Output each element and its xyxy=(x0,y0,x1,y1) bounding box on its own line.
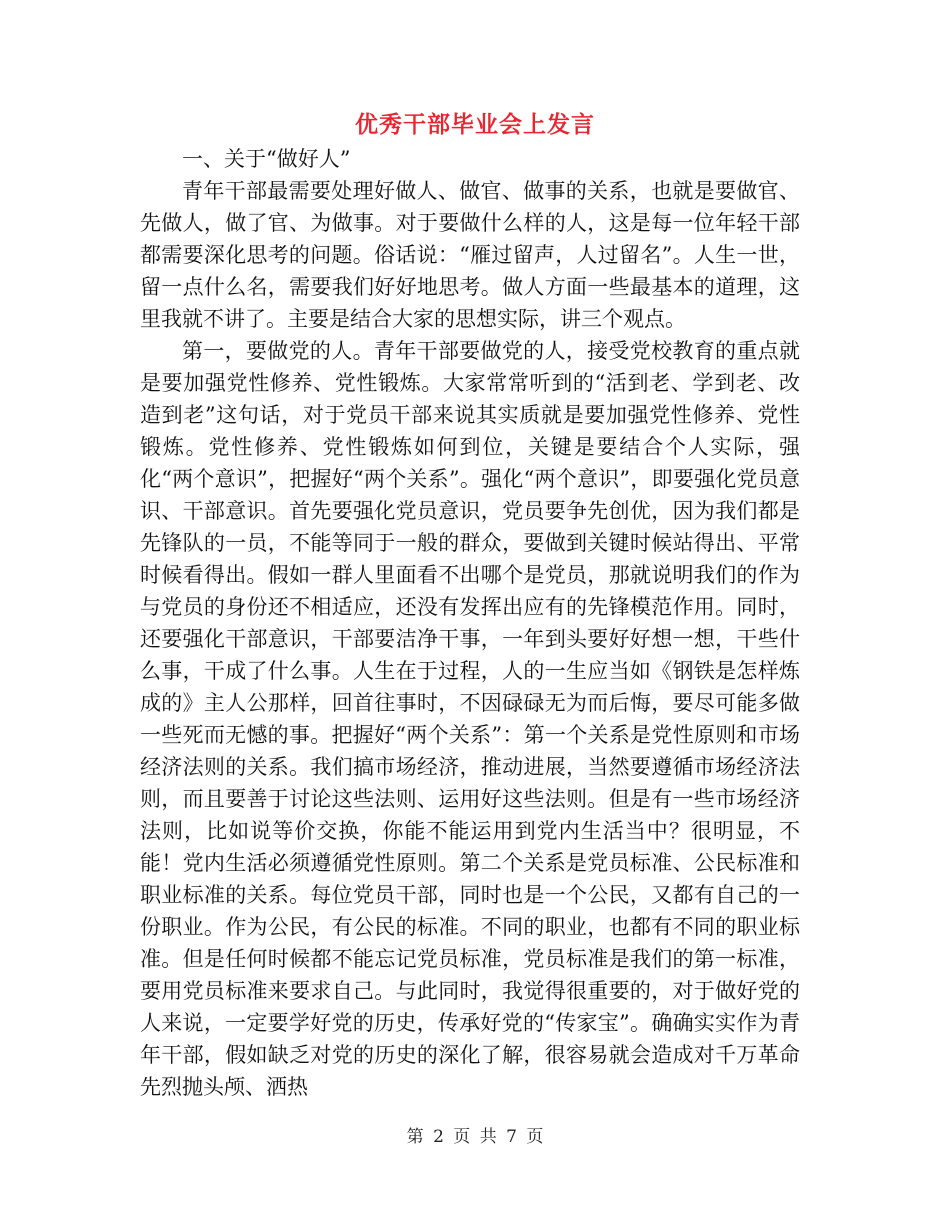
paragraph-intro: 青年干部最需要处理好做人、做官、做事的关系，也就是要做官、先做人，做了官、为做事。对于要做什么样的人，这是每一位年轻干部都需要深化思考的问题。俗话说：“雁过留声，人过留名”。人生一世，留一点什么名，需要我们好好地思考。做人方面一些最基本的道理，这里我就不讲了。主要是结合大家的思想实际，讲三个观点。 xyxy=(140,179,800,331)
footer-gong: 共 xyxy=(479,1127,497,1147)
footer-di: 第 xyxy=(406,1127,424,1147)
page-footer xyxy=(0,1125,950,1149)
footer-ye2: 页 xyxy=(526,1127,544,1147)
paragraph-first-point: 第一，要做党的人。青年干部要做党的人，接受党校教育的重点就是要加强党性修养、党性锻炼。大家常常听到的“活到老、学到老、改造到老”这句话，对于党员干部来说其实质就是要加强党性修养、党性锻炼。党性修养、党性锻炼如何到位，关键是要结合个人实际，强化“两个意识”，把握好“两个关系”。强化“两个意识”，即要强化党员意识、干部意识。首先要强化党员意识，党员要争先创优，因为我们都是先锋队的一员，不能等同于一般的群众，要做到关键时候站得出、平常时候看得出。假如一群人里面看不出哪个是党员，那就说明我们的作为与党员的身份还不相适应，还没有发挥出应有的先锋模范作用。同时，还要强化干部意识，干部要洁净干事，一年到头要好好想一想，干些什么事，干成了什么事。人生在于过程，人的一生应当如《钢铁是怎样炼成的》主人公那样，回首往事时，不因碌碌无为而后悔，要尽可能多做一些死而无憾的事。把握好“两个关系”：第一个关系是党性原则和市场经济法则的关系。我们搞市场经济，推动进展，当然要遵循市场经济法则，而且要善于讨论这些法则、运用好这些法则。但是有一些市场经济法则，比如说等价交换，你能不能运用到党内生活当中？很明显，不能！党内生活必须遵循党性原则。第二个关系是党员标准、公民标准和职业标准的关系。每位党员干部，同时也是一个公民，又都有自己的一份职业。作为公民，有公民的标准。不同的职业，也都有不同的职业标准。但是任何时候都不能忘记党员标准，党员标准是我们的第一标准，要用党员标准来要求自己。与此同时，我觉得很重要的，对于做好党的人来说，一定要学好党的历史，传承好党的“传家宝”。确确实实作为青年干部，假如缺乏对党的历史的深化了解，很容易就会造成对千万革命先烈抛头颅、洒热 xyxy=(140,339,800,1099)
footer-page-number: 2 xyxy=(433,1127,444,1147)
document-body xyxy=(140,143,800,1103)
footer-total-pages: 7 xyxy=(506,1127,517,1147)
footer-ye: 页 xyxy=(453,1127,471,1147)
document-title: 优秀干部毕业会上发言 xyxy=(355,112,595,138)
section-heading: 一、关于“做好人” xyxy=(182,147,351,171)
